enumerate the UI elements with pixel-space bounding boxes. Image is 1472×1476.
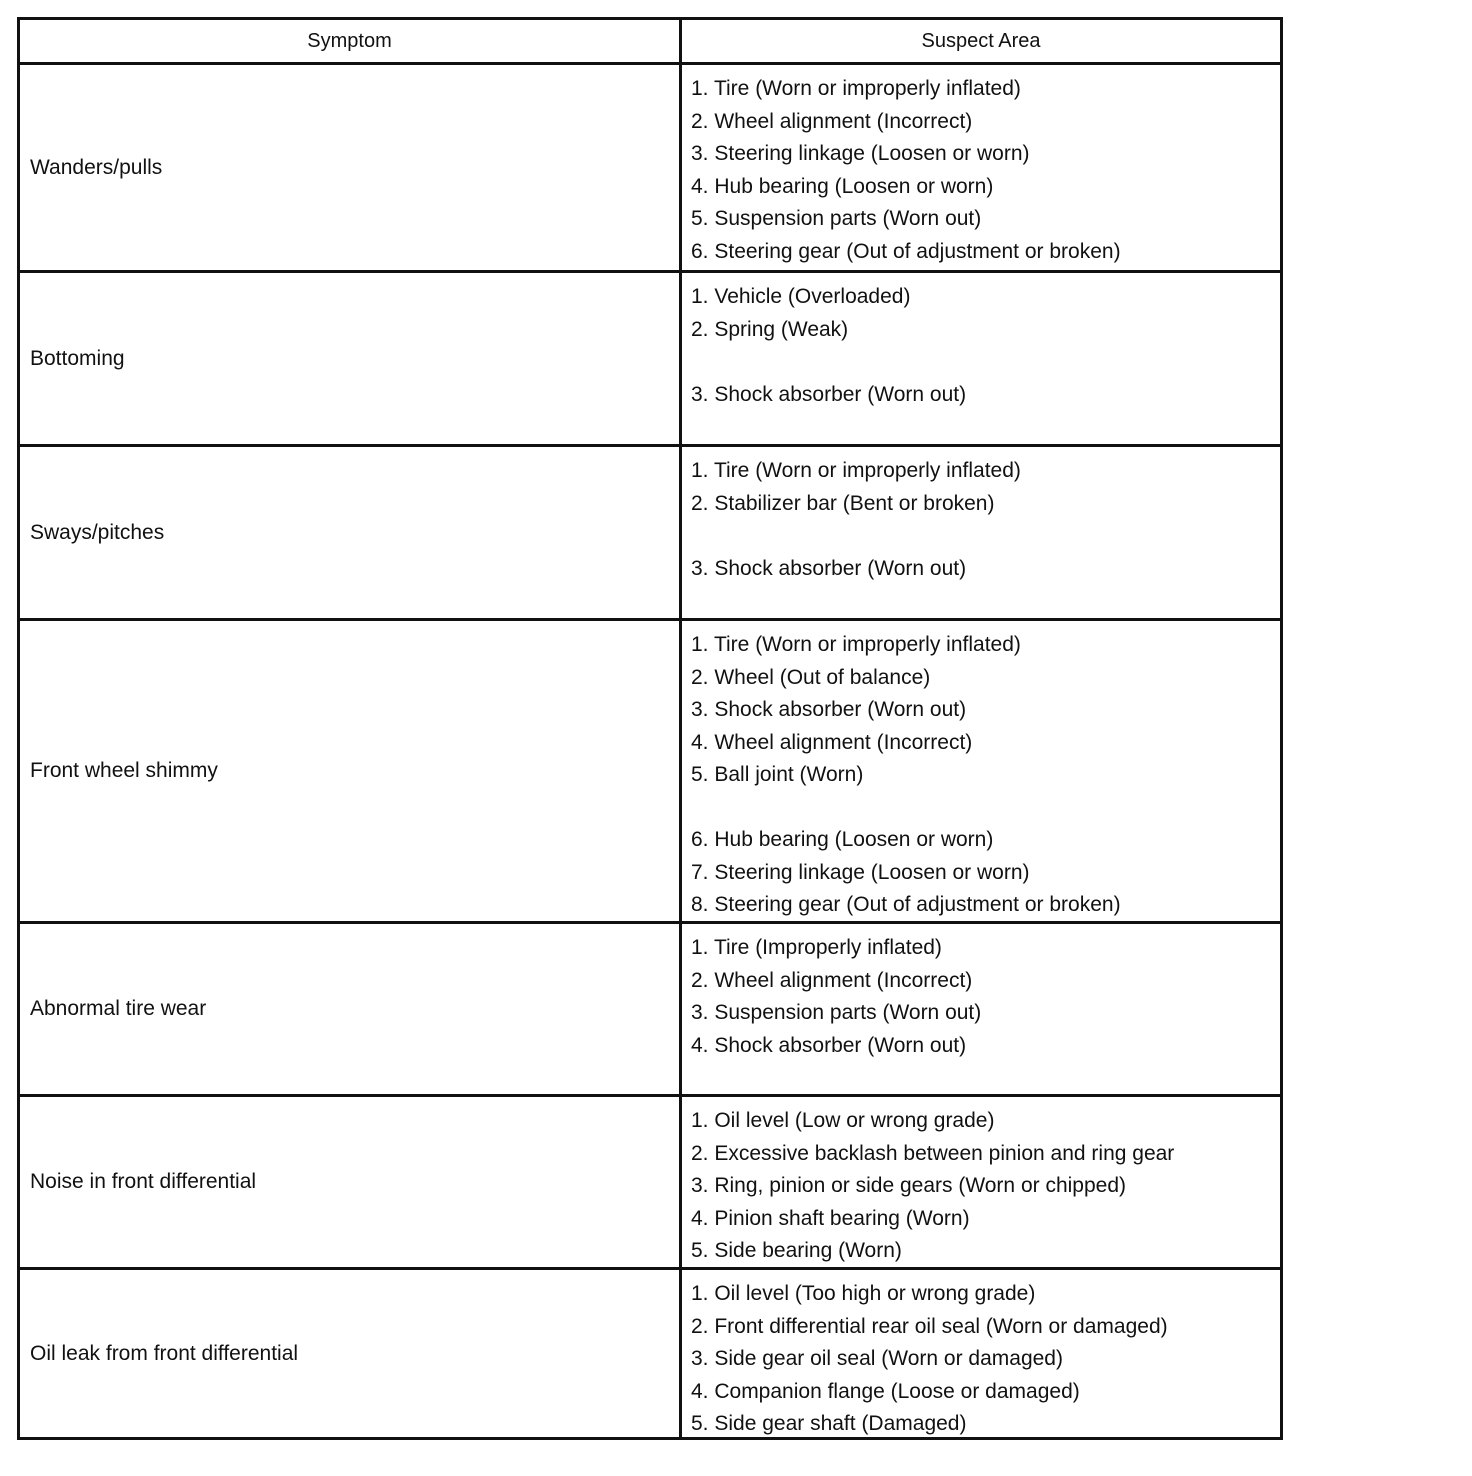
table-row: [20, 618, 1280, 921]
list-item: 1. Vehicle (Overloaded): [691, 285, 911, 308]
list-item: 3. Side gear oil seal (Worn or damaged): [691, 1347, 1063, 1370]
list-item: 5. Ball joint (Worn): [691, 763, 864, 786]
list-item: 4. Companion flange (Loose or damaged): [691, 1379, 1080, 1403]
list-item: 2. Stabilizer bar (Bent or broken): [691, 491, 995, 515]
list-item: 1. Tire (Worn or improperly inflated): [691, 633, 1021, 656]
list-item: 8. Steering gear (Out of adjustment or broken): [691, 893, 1121, 916]
list-item: 4. Pinion shaft bearing (Worn): [691, 1206, 970, 1230]
troubleshooting-table: [17, 17, 1283, 1440]
list-item: 1. Oil level (Too high or wrong grade): [691, 1282, 1036, 1305]
table-row: [20, 1094, 1280, 1267]
table-row: [20, 921, 1280, 1094]
list-spacer: [691, 346, 1280, 379]
list-item: 4. Wheel alignment (Incorrect): [691, 730, 973, 754]
list-item: 6. Hub bearing (Loosen or worn): [691, 828, 994, 851]
list-item: 1. Tire (Worn or improperly inflated): [691, 77, 1021, 100]
table-row: [20, 270, 1280, 444]
suspect-area-cell: [682, 447, 1280, 618]
list-item: 1. Oil level (Low or wrong grade): [691, 1109, 995, 1132]
list-item: 3. Shock absorber (Worn out): [691, 556, 967, 580]
symptom-cell: Bottoming: [20, 273, 682, 444]
list-item: 5. Side gear shaft (Damaged): [691, 1412, 967, 1435]
table-row: [20, 62, 1280, 270]
symptom-cell: Abnormal tire wear: [20, 924, 682, 1094]
list-item: 4. Hub bearing (Loosen or worn): [691, 174, 994, 198]
suspect-area-cell: [682, 924, 1280, 1094]
suspect-area-cell: [682, 621, 1280, 921]
symptom-cell: Noise in front differential: [20, 1097, 682, 1267]
list-item: 1. Tire (Worn or improperly inflated): [691, 459, 1021, 482]
table-row: [20, 1267, 1280, 1437]
suspect-area-cell: [682, 273, 1280, 444]
list-item: 3. Ring, pinion or side gears (Worn or chipped): [691, 1174, 1127, 1197]
suspect-area-cell: [682, 65, 1280, 270]
list-item: 3. Shock absorber (Worn out): [691, 382, 967, 406]
list-item: 2. Spring (Weak): [691, 317, 849, 341]
header-suspect-area: Suspect Area: [921, 29, 1041, 52]
suspect-area-cell: [682, 1270, 1280, 1437]
list-item: 4. Shock absorber (Worn out): [691, 1033, 967, 1057]
list-item: 6. Steering gear (Out of adjustment or broken): [691, 239, 1121, 263]
list-spacer: [691, 520, 1280, 553]
list-item: 2. Wheel alignment (Incorrect): [691, 968, 973, 992]
table-header-row: [20, 20, 1280, 62]
symptom-cell: Sways/pitches: [20, 447, 682, 618]
list-spacer: [691, 792, 1280, 825]
list-item: 2. Excessive backlash between pinion and ring gear: [691, 1141, 1175, 1165]
list-item: 3. Shock absorber (Worn out): [691, 698, 967, 721]
header-symptom: Symptom: [20, 20, 682, 62]
list-item: 3. Steering linkage (Loosen or worn): [691, 142, 1030, 165]
list-item: 7. Steering linkage (Loosen or worn): [691, 860, 1030, 884]
list-item: 3. Suspension parts (Worn out): [691, 1001, 982, 1024]
symptom-cell: Oil leak from front differential: [20, 1270, 682, 1437]
list-item: 2. Front differential rear oil seal (Worn or damaged): [691, 1314, 1168, 1338]
symptom-cell: Front wheel shimmy: [20, 621, 682, 921]
list-item: 2. Wheel alignment (Incorrect): [691, 109, 973, 133]
list-item: 1. Tire (Improperly inflated): [691, 936, 942, 959]
symptom-cell: Wanders/pulls: [20, 65, 682, 270]
list-item: 5. Suspension parts (Worn out): [691, 207, 982, 230]
list-item: 5. Side bearing (Worn): [691, 1239, 902, 1262]
suspect-area-cell: [682, 1097, 1280, 1267]
table-row: [20, 444, 1280, 618]
list-item: 2. Wheel (Out of balance): [691, 665, 931, 689]
